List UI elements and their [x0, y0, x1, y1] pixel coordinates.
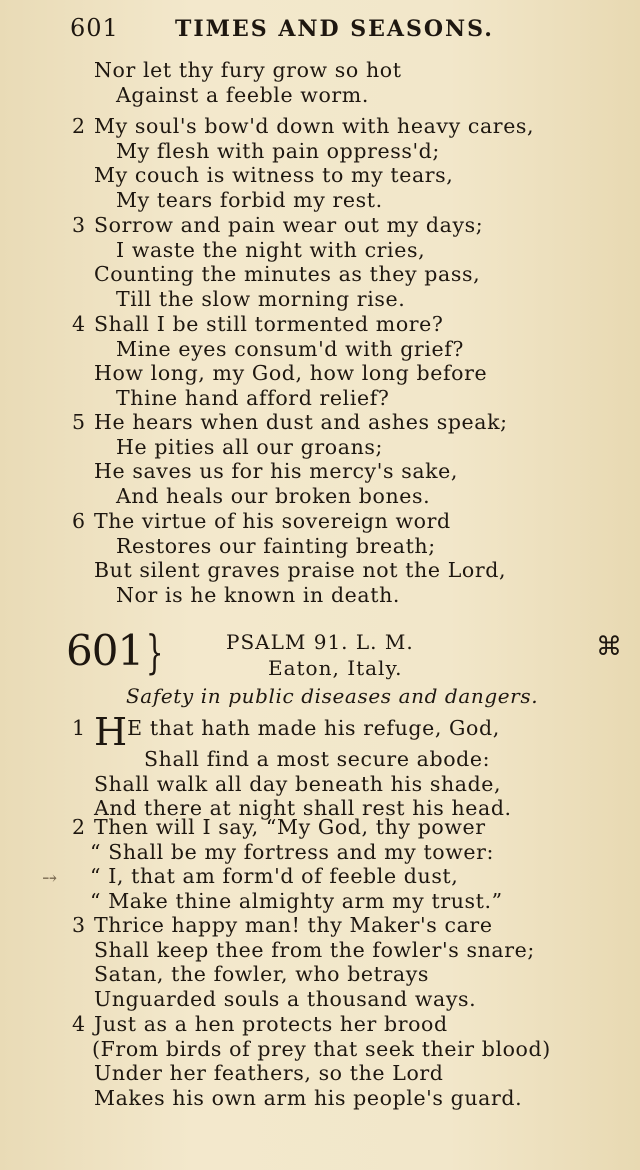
verse-line: Just as a hen protects her brood: [94, 1012, 448, 1036]
verse-line: Mine eyes consum'd with grief?: [116, 336, 464, 361]
prev-hymn-verse-3: [72, 213, 572, 311]
verse-number: 4: [72, 312, 86, 336]
verse-line: My couch is witness to my tears,: [94, 163, 454, 187]
psalm-verse-1: [72, 710, 572, 821]
verse-line: Against a feeble worm.: [116, 82, 369, 107]
verse-line: How long, my God, how long before: [94, 361, 488, 385]
ornament-icon: ⌘: [596, 632, 622, 662]
verse-line: But silent graves praise not the Lord,: [94, 558, 507, 582]
verse-line: Shall find a most secure abode:: [144, 747, 491, 771]
verse-line: And there at night shall rest his head.: [94, 796, 512, 820]
verse-line: “ Shall be my fortress and my tower:: [90, 839, 495, 864]
verse-line: Thrice happy man! thy Maker's care: [94, 913, 493, 937]
verse-line: I waste the night with cries,: [116, 237, 426, 262]
hymn-number: 601: [66, 626, 144, 675]
verse-line: Till the slow morning rise.: [116, 286, 406, 311]
psalm-verse-3: [72, 913, 572, 1011]
verse-line: My flesh with pain oppress'd;: [116, 138, 440, 163]
verse-line: Then will I say, “My God, thy power: [94, 815, 486, 839]
prev-hymn-verse-6: [72, 509, 572, 607]
prev-hymn-verse-4: [72, 312, 572, 410]
verse-line: Nor is he known in death.: [116, 582, 400, 607]
running-title: TIMES AND SEASONS.: [175, 16, 494, 42]
verse-number: 6: [72, 509, 86, 533]
prev-hymn-verse-2: [72, 114, 572, 212]
verse-line: He hears when dust and ashes speak;: [94, 410, 508, 434]
verse-line: (From birds of prey that seek their blood): [92, 1036, 551, 1061]
verse-line: Restores our fainting breath;: [116, 533, 436, 558]
verse-line: Under her feathers, so the Lord: [94, 1061, 444, 1085]
verse-line: “ Make thine almighty arm my trust.”: [90, 888, 503, 913]
verse-line: Shall keep thee from the fowler's snare;: [94, 937, 535, 962]
verse-number: 1: [72, 716, 86, 740]
verse-number: 2: [72, 815, 86, 839]
verse-line: Nor let thy fury grow so hot: [94, 58, 402, 82]
psalm-title: PSALM 91. L. M.: [226, 630, 414, 654]
psalm-verse-4: [72, 1012, 572, 1110]
verse-line: Sorrow and pain wear out my days;: [94, 213, 484, 237]
tune-name: Eaton, Italy.: [268, 656, 403, 680]
verse-line: My tears forbid my rest.: [116, 187, 383, 212]
verse-line: My soul's bow'd down with heavy cares,: [94, 114, 535, 138]
verse-number: 4: [72, 1012, 86, 1036]
verse-line: Satan, the fowler, who betrays: [94, 962, 430, 986]
verse-line: Makes his own arm his people's guard.: [94, 1085, 523, 1110]
verse-number: 3: [72, 213, 86, 237]
verse-line: E that hath made his refuge, God,: [127, 716, 500, 740]
brace-glyph: }: [145, 625, 164, 679]
prev-hymn-verse-continuation: [72, 58, 572, 107]
page-header: [70, 14, 620, 44]
verse-number: 2: [72, 114, 86, 138]
verse-line: Shall I be still tormented more?: [94, 312, 444, 336]
verse-line: Unguarded souls a thousand ways.: [94, 986, 477, 1011]
verse-line: And heals our broken bones.: [116, 483, 431, 508]
drop-cap: H: [94, 710, 128, 754]
verse-line: The virtue of his sovereign word: [94, 509, 451, 533]
verse-line: He pities all our groans;: [116, 434, 383, 459]
verse-line: “ I, that am form'd of feeble dust,: [90, 864, 459, 888]
prev-hymn-verse-5: [72, 410, 572, 508]
verse-number: 3: [72, 913, 86, 937]
psalm-heading: [66, 625, 626, 688]
psalm-verse-2: [72, 815, 572, 913]
page-number: 601: [70, 14, 119, 42]
verse-number: 5: [72, 410, 86, 434]
verse-line: He saves us for his mercy's sake,: [94, 459, 459, 483]
verse-line: Thine hand afford relief?: [116, 385, 390, 410]
psalm-subtitle: Safety in public diseases and dangers.: [126, 684, 539, 708]
margin-mark: ⤍: [42, 868, 58, 889]
verse-line: Counting the minutes as they pass,: [94, 262, 481, 286]
verse-line: Shall walk all day beneath his shade,: [94, 771, 502, 796]
